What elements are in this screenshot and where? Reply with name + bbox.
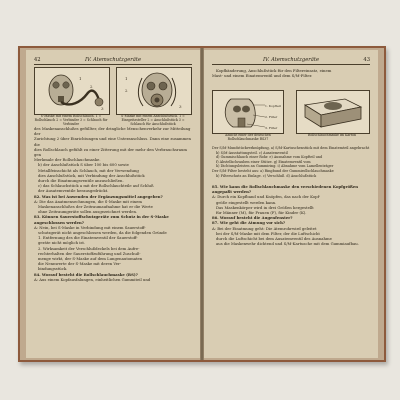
- answer-line: schutzgerät nicht angeschlossen werden, da die folgenden Gründe: [38, 230, 167, 236]
- header-rule: [34, 64, 192, 65]
- figure-caption: S-Maske mit einem Anschlußstück. 1 = Einspritzsteller 2 = Anschlußstück 3 = Schlauch für Anschlußstück: [121, 114, 185, 126]
- text-line: Kopfbänderung, Anschlußstück für den Filtereinsatz, einem: [216, 68, 332, 73]
- svg-text:3: 3: [179, 104, 182, 109]
- question-heading: 87. Wie geht die Atmung vor sich?: [212, 220, 286, 226]
- right-page-header: [212, 57, 370, 64]
- header-rule: [212, 64, 370, 65]
- answer-line: menge wirkt, der S-Maske auf dem Lungenautomaten: [38, 256, 143, 262]
- answer-line: Maskenanschlußes der Zeitraumaufnahme hat er die Werte: [38, 204, 153, 210]
- answer-line: bei der S/M-Maske mit dem Filter, der die Luftschicht: [216, 230, 320, 236]
- answer-line: A: Nein, bei S-Maske in Verbindung mit einem Sauerstoff-: [34, 224, 146, 230]
- figure-label: 3. Filter: [265, 126, 278, 130]
- answer-line: 2. Wirksamkeit der Verschlußdeckels bei dem Aufre-: [38, 245, 140, 251]
- right-intro-text: [212, 68, 370, 78]
- figure-caption: S-Maske mit einem Rollschlauch. 1 = Rollschlauch 2 = Verbinder 3 = Schlauch für Verbinder: [34, 114, 108, 126]
- figure-label: 2. Filter: [265, 115, 278, 119]
- question-heading: 86. Worauf besteht die Augenfenster?: [212, 215, 293, 221]
- running-title: IV. Atemschutzgeräte: [262, 57, 320, 63]
- figure-caption: Ansicht einer der deutschen Rollschlauchmaske RS37: [225, 133, 271, 141]
- text-line: Der S/M-Filter besteht aus: a) Ringbund der Gummirollschlauchmaske: [212, 168, 334, 173]
- running-title: IV. Atemschutzgeräte: [84, 57, 142, 63]
- right-body-text: [212, 184, 370, 246]
- answer-line: geräte nicht möglich ist.: [38, 240, 86, 246]
- answer-line: für Männer (M), für Frauen (F), für Kinder (K).: [216, 210, 307, 216]
- answer-line: die Nennwerte der S-Maske mit deren Ver-: [38, 261, 122, 267]
- figure-label: 1. Kopfteil: [265, 104, 281, 108]
- text-line: f) Abstellschrauben einer Stütze. g) Einatemventil vom: [216, 159, 311, 164]
- text-line: c) das Schlauchstück a mit der Rollschlauchteile auf Schluß: [38, 183, 154, 189]
- text-line: b) Filterschutz an Einlage. c) Verschluß. d) Anschlußstück: [216, 173, 317, 178]
- answer-line: bindungsstück.: [38, 266, 68, 272]
- text-line: b) S/M-Ausstattungsteil. c) Ausatemventil: [216, 150, 288, 155]
- right-page: [204, 50, 378, 358]
- open-book: [18, 46, 386, 362]
- svg-text:2: 2: [90, 84, 93, 89]
- answer-line: rechterhalten der Sauerstoffzuführung und Zuschuß-: [38, 250, 141, 256]
- right-parts-text: [212, 146, 370, 178]
- mask-photo: [212, 90, 284, 134]
- answer-line: durch die Luftschicht bei dem Ausatemventil des Ausnahme: [216, 236, 332, 242]
- svg-text:1: 1: [125, 76, 128, 81]
- answer-line: A: Durch ein Kopfband und Knöpfen, das nach der Kopf-: [212, 194, 321, 200]
- figure-caption: Rollschlauchmaske im Karton: [307, 133, 357, 137]
- answer-line: A: Die das Anatmensechnungen, die S-Maske mit einem: [34, 198, 142, 204]
- svg-text:1: 1: [79, 76, 82, 81]
- answer-line: A: Aus einem Kopfausfalungen, einheitlichen Gummiteil und: [34, 276, 151, 282]
- box-photo: [296, 90, 370, 134]
- question-heading: 83. Können Sauerstoffschutzgeräte zum Schutz in der S-Maske angeschlossen werden?: [34, 214, 169, 225]
- text-line: b) der Anschlußstück S über 100 bis 600 sowie: [38, 162, 129, 168]
- left-page: [26, 50, 200, 358]
- answer-line: aus die Maskenwehr dichtend und S/M-Kartusche mit dem Gummiaufbau.: [216, 241, 359, 247]
- text-line: dies Anschlußstück, mit Verbindung der Anschlußstück: [38, 172, 145, 178]
- answer-line: 1. Entfernung des die Einatemventil der Sauerstoff-: [38, 235, 138, 241]
- text-line: dies Rollschlauch gefühlt zu einer Zitterung mit der mehr den Verbrauchsraum gen: [34, 146, 188, 158]
- answer-line: größe eingestellt werden kann.: [216, 199, 277, 205]
- figure-row: [34, 67, 192, 127]
- answer-line: ohne Zeitraumgeräte sollen ausgezeichnet werden.: [38, 209, 138, 215]
- text-line: Metallfeinschicht als Schlauch, mit der Verwendung: [38, 167, 139, 173]
- text-line: des Maskenanschlußes gefüllter, der dringliche Menschenverkehr zur Mitteilung der: [34, 126, 191, 137]
- text-line: h) Dichtungsleisten an Gummiring. i) Abnahme vom Lamellenträger: [216, 164, 334, 169]
- page-number: 43: [363, 57, 370, 63]
- gas-mask-illustration: [116, 67, 192, 115]
- text-line: durch die Einatmungsventile anzuschließen.: [38, 178, 124, 184]
- text-line: d) Gummischlauch einer Rohr. e) Ausnahme vom Kopfteil und: [216, 155, 323, 160]
- text-line: Merkmale der Rollschlauchmaske.: [34, 157, 101, 163]
- question-heading: 84. Worauf besteht die Rollschlauchmaske (RS)?: [34, 271, 138, 277]
- text-line: der Ausatemventile herausgedrückt.: [38, 188, 109, 194]
- text-line: Zurichtung 2 über Einrichtungen und eine Unteranschluss. Dann eine zusammen die: [34, 136, 191, 147]
- svg-text:2: 2: [125, 88, 128, 93]
- figure-labels: [265, 101, 281, 134]
- figure-row: [212, 90, 370, 146]
- question-heading: 85. Wie kann die Rollschlauchmaske den verschiedenen Kopfgrößen angepaßt werden?: [212, 184, 359, 195]
- question-heading: 82. Was ist bei Anwenden der Ergänzungsmittel angegeben?: [34, 193, 163, 199]
- left-body-text: [34, 126, 192, 282]
- answer-line: Das Maskenkörper wird in drei Größen hergestellt: [216, 204, 314, 210]
- answer-line: A: Bei der Einatmung geht: Die Atemrohrwird geleitet: [212, 225, 317, 231]
- page-number: 42: [34, 57, 41, 63]
- left-page-header: [34, 57, 192, 64]
- text-line: Der S/M-Mundstückverknüpfung, a) S/M-Kartuschenstück mit dem Einatemteil angebracht: [212, 146, 370, 150]
- gas-mask-illustration: [34, 67, 110, 115]
- svg-text:3: 3: [101, 106, 104, 111]
- text-line: Mast- und einem Einatemventil und dem S/M-Filter.: [212, 73, 313, 79]
